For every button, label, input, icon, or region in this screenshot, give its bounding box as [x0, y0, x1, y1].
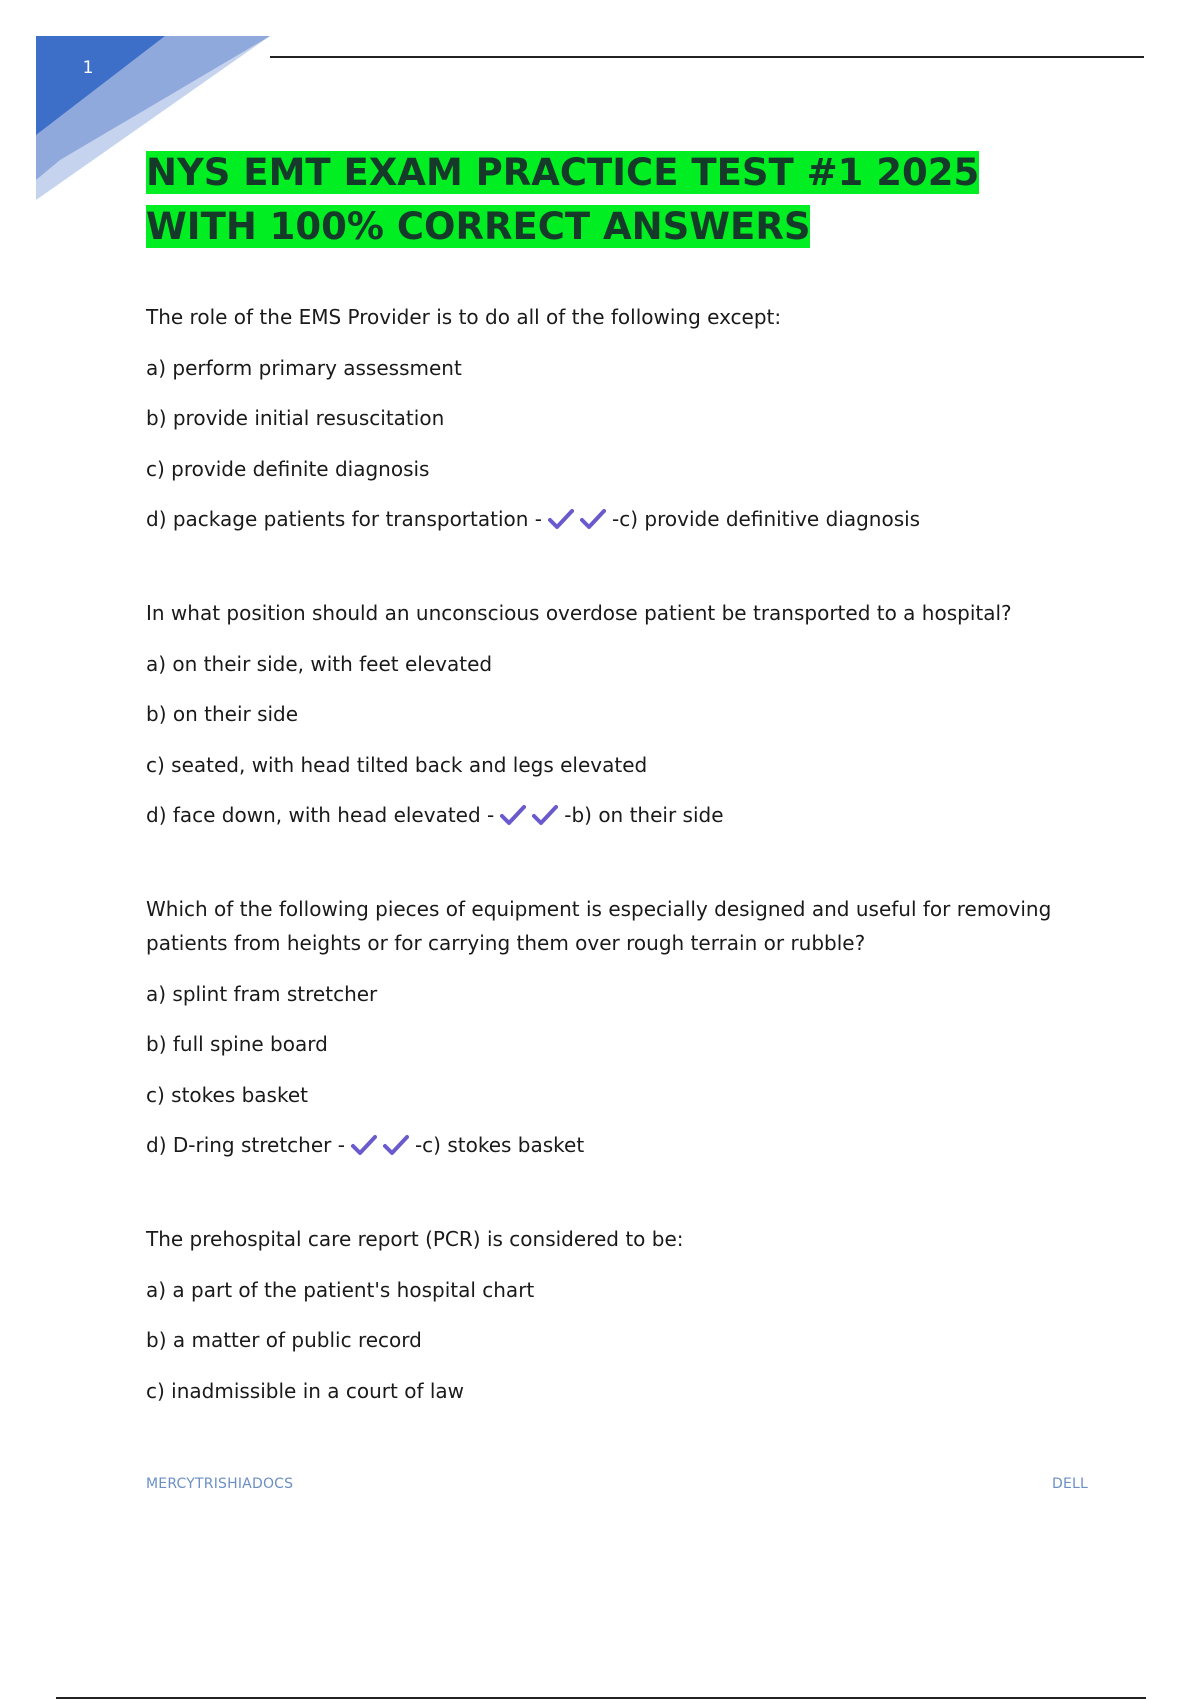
- question-1: [146, 300, 1106, 536]
- option-c: c) inadmissible in a court of law: [146, 1378, 465, 1403]
- option-a: a) perform primary assessment: [146, 355, 462, 380]
- checkmark-icon: [580, 508, 606, 530]
- question-text: In what position should an unconscious overdose patient be transported to a hospital?: [146, 601, 1012, 625]
- spacer: [146, 842, 1106, 892]
- option-d: d) package patients for transportation -: [146, 507, 543, 531]
- footer-author: MERCYTRISHIADOCS: [146, 1476, 294, 1492]
- option-b: b) provide initial resuscitation: [146, 406, 445, 430]
- checkmark-icon: [500, 804, 526, 826]
- option-a: a) splint fram stretcher: [146, 981, 378, 1006]
- spacer: [146, 546, 1106, 596]
- footer-rule: [56, 1697, 1146, 1699]
- option-d-with-answer: [146, 1128, 1106, 1162]
- checkmark-icon: [383, 1134, 409, 1156]
- option-c: c) seated, with head tilted back and legs elevated: [146, 752, 648, 777]
- question-2: [146, 596, 1106, 832]
- question-text: The role of the EMS Provider is to do all of the following except:: [146, 305, 782, 329]
- checkmark-icon: [532, 804, 558, 826]
- document-title: [146, 146, 1076, 254]
- option-d-with-answer: [146, 502, 1106, 536]
- option-a: a) on their side, with feet elevated: [146, 651, 493, 676]
- checkmark-icon: [351, 1134, 377, 1156]
- spacer: [146, 1172, 1106, 1222]
- option-b: b) full spine board: [146, 1032, 328, 1056]
- question-list: [146, 300, 1106, 1424]
- option-d-with-answer: [146, 798, 1106, 832]
- option-b: b) a matter of public record: [146, 1328, 422, 1352]
- correct-answer: -c) provide definitive diagnosis: [612, 507, 921, 531]
- option-b: b) on their side: [146, 702, 299, 726]
- correct-answer: -b) on their side: [564, 803, 724, 827]
- option-a: a) a part of the patient's hospital chart: [146, 1277, 535, 1302]
- checkmark-icon: [548, 508, 574, 530]
- correct-answer: -c) stokes basket: [414, 1133, 585, 1157]
- question-4: [146, 1222, 1106, 1408]
- question-3: [146, 892, 1106, 1162]
- header-rule: [270, 56, 1144, 58]
- document-title-text: NYS EMT EXAM PRACTICE TEST #1 2025 WITH 100% CORRECT ANSWERS: [146, 151, 980, 248]
- option-c: c) stokes basket: [146, 1082, 308, 1107]
- question-text: The prehospital care report (PCR) is considered to be:: [146, 1227, 684, 1251]
- option-d: d) face down, with head elevated -: [146, 803, 495, 827]
- question-text: Which of the following pieces of equipment is especially designed and useful for removing patients from heights or for carrying them over rough terrain or rubble?: [146, 897, 1052, 955]
- page-number: 1: [82, 58, 94, 78]
- footer-brand: DELL: [1051, 1476, 1088, 1492]
- option-c: c) provide definite diagnosis: [146, 456, 430, 481]
- option-d: d) D-ring stretcher -: [146, 1133, 345, 1157]
